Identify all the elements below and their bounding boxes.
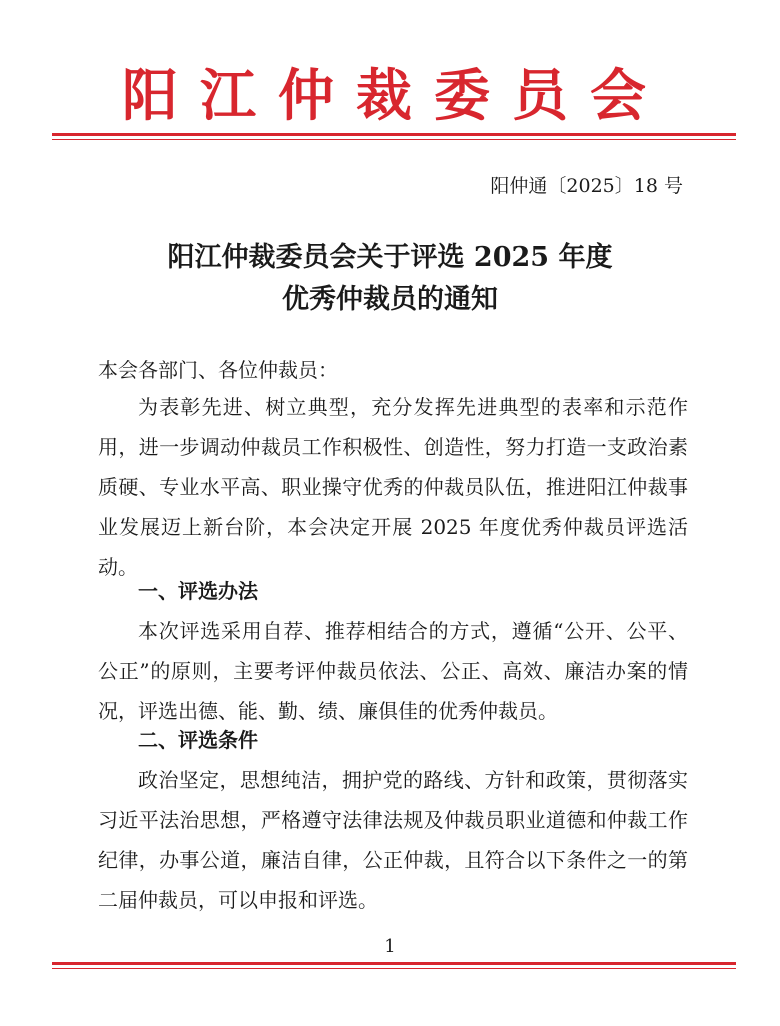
section-heading-criteria: 二、评选条件 xyxy=(138,728,258,752)
page-number: 1 xyxy=(384,936,396,957)
masthead-divider xyxy=(52,133,736,140)
document-title xyxy=(60,237,720,321)
title-line-1: 阳江仲裁委员会关于评选 2025 年度 xyxy=(167,242,613,273)
footer-divider xyxy=(52,962,736,969)
paragraph-method: 本次评选采用自荐、推荐相结合的方式，遵循“公开、公平、公正”的原则，主要考评仲裁员依法、公正、高效、廉洁办案的情况，评选出德、能、勤、绩、廉俱佳的优秀仲裁员。 xyxy=(98,619,688,723)
title-line-2: 优秀仲裁员的通知 xyxy=(282,284,498,315)
section-heading-method: 一、评选办法 xyxy=(138,579,258,603)
paragraph-criteria: 政治坚定，思想纯洁，拥护党的路线、方针和政策，贯彻落实习近平法治思想，严格遵守法律法规及仲裁员职业道德和仲裁工作纪律，办事公道，廉洁自律，公正仲裁，且符合以下条件之一的第二届仲裁员，可以申报和评选。 xyxy=(98,768,688,912)
masthead-title: 阳江仲裁委员会 xyxy=(122,63,668,129)
document-number: 阳仲通〔2025〕18 号 xyxy=(490,175,683,197)
paragraph-intro: 为表彰先进、树立典型，充分发挥先进典型的表率和示范作用，进一步调动仲裁员工作积极性、创造性，努力打造一支政治素质硬、专业水平高、职业操守优秀的仲裁员队伍，推进阳江仲裁事业发展迈上新台阶，本会决定开展 2025 年度优秀仲裁员评选活动。 xyxy=(98,395,688,579)
salutation: 本会各部门、各位仲裁员： xyxy=(98,358,338,382)
